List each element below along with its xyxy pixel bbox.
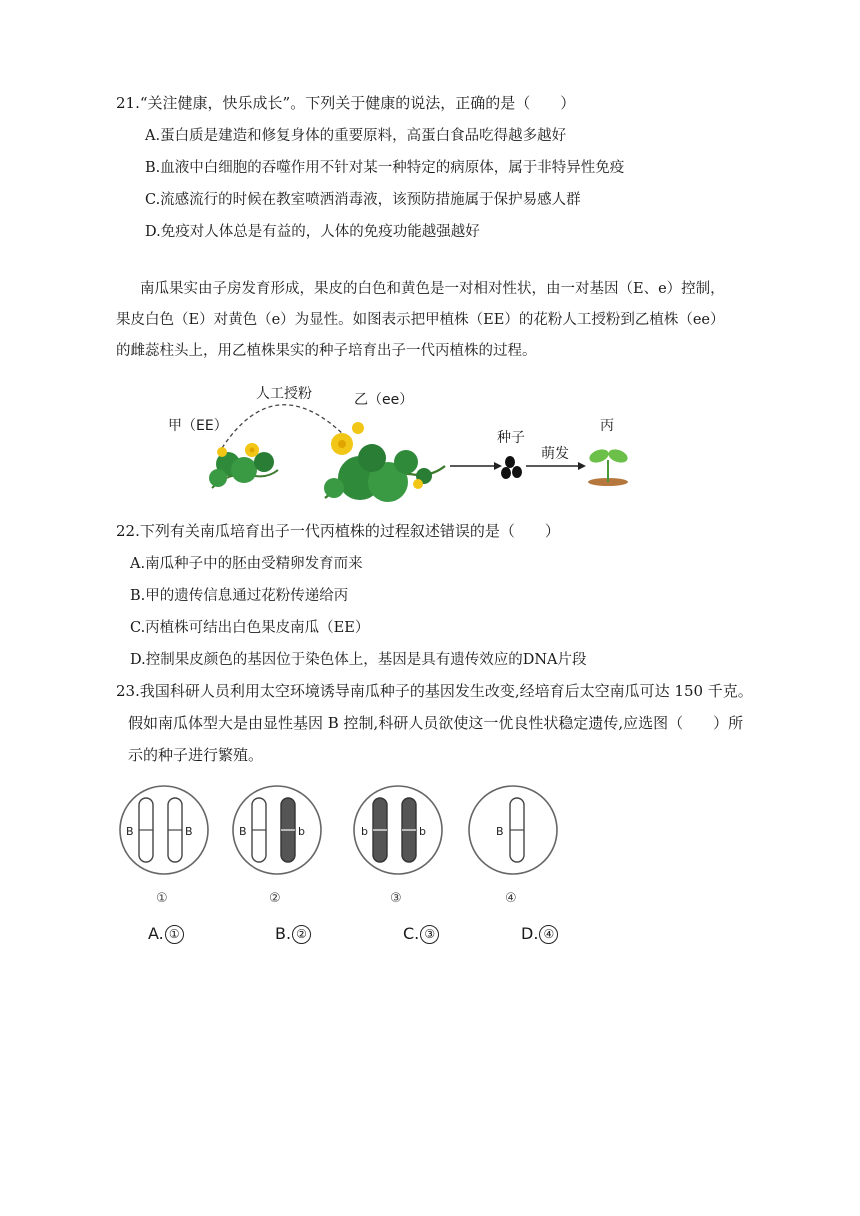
q21-option-b: B.血液中白细胞的吞噬作用不针对某一种特定的病原体，属于非特异性免疫 [145,160,625,176]
chromosome-figure [112,780,592,910]
choice-mark: ③ [420,925,439,944]
seed-label: 种子 [497,430,525,446]
q23-stem-line-2: 假如南瓜体型大是由显性基因 B 控制,科研人员欲使这一优良性状稳定遗传,应选图（ ）所 [128,714,744,732]
q23-stem-line-3: 示的种子进行繁殖。 [128,746,264,764]
pollination-arc [222,405,345,448]
allele-label: b [298,825,305,838]
q23-choice-a [148,924,184,944]
seedling-label: 丙 [600,418,614,434]
passage-line-3: 的雌蕊柱头上，用乙植株果实的种子培育出子一代丙植株的过程。 [116,343,537,359]
cell-number: ① [156,891,168,906]
q22-option-b: B.甲的遗传信息通过花粉传递给丙 [130,588,349,604]
q23-choice-d [521,924,558,944]
germinate-label: 萌发 [541,446,569,462]
cell-2 [233,786,321,906]
allele-label: b [419,825,426,838]
q21-option-c: C.流感流行的时候在教室喷洒消毒液，该预防措施属于保护易感人群 [145,192,581,208]
q21-option-a: A.蛋白质是建造和修复身体的重要原料，高蛋白食品吃得越多越好 [145,128,567,144]
cell-1 [120,786,208,906]
choice-letter: C. [403,924,420,943]
plant-a-label: 甲（EE） [168,418,228,434]
q23-choice-b [275,924,311,944]
choice-mark: ② [292,925,311,944]
passage-line-2: 果皮白色（E）对黄色（e）为显性。如图表示把甲植株（EE）的花粉人工授粉到乙植株（ee） [116,312,725,328]
q21-stem: 21.“关注健康，快乐成长”。下列关于健康的说法，正确的是（ ） [116,94,576,112]
allele-label: B [496,825,504,838]
allele-label: B [239,825,247,838]
pollination-figure [160,378,680,518]
choice-mark: ④ [539,925,558,944]
passage-line-1: 南瓜果实由子房发育形成，果皮的白色和黄色是一对相对性状，由一对基因（E、e）控制， [140,281,725,297]
allele-label: B [185,825,193,838]
q22-option-c: C.丙植株可结出白色果皮南瓜（EE） [130,620,370,636]
cell-number: ② [269,891,281,906]
q23-stem-line-1: 23.我国科研人员利用太空环境诱导南瓜种子的基因发生改变,经培育后太空南瓜可达 150 千克。 [116,682,753,700]
seeds-icon [501,456,522,479]
cell-number: ④ [505,891,517,906]
q22-stem: 22.下列有关南瓜培育出子一代丙植株的过程叙述错误的是（ ） [116,522,560,540]
plant-b-icon [324,422,445,502]
cell-4 [469,786,557,906]
choice-letter: D. [521,924,539,943]
plant-a-icon [209,443,278,488]
choice-letter: B. [275,924,292,943]
cell-3 [354,786,442,906]
q22-option-a: A.南瓜种子中的胚由受精卵发育而来 [130,556,363,572]
q23-choice-c [403,924,439,944]
allele-label: B [126,825,134,838]
cell-number: ③ [390,891,402,906]
plant-b-label: 乙（ee） [354,392,414,408]
q21-option-d: D.免疫对人体总是有益的，人体的免疫功能越强越好 [145,224,480,240]
choice-mark: ① [165,925,184,944]
seedling-icon [588,447,630,486]
allele-label: b [361,825,368,838]
choice-letter: A. [148,924,164,943]
q22-option-d: D.控制果皮颜色的基因位于染色体上，基因是具有遗传效应的DNA片段 [130,652,587,668]
pollination-label: 人工授粉 [256,386,312,402]
